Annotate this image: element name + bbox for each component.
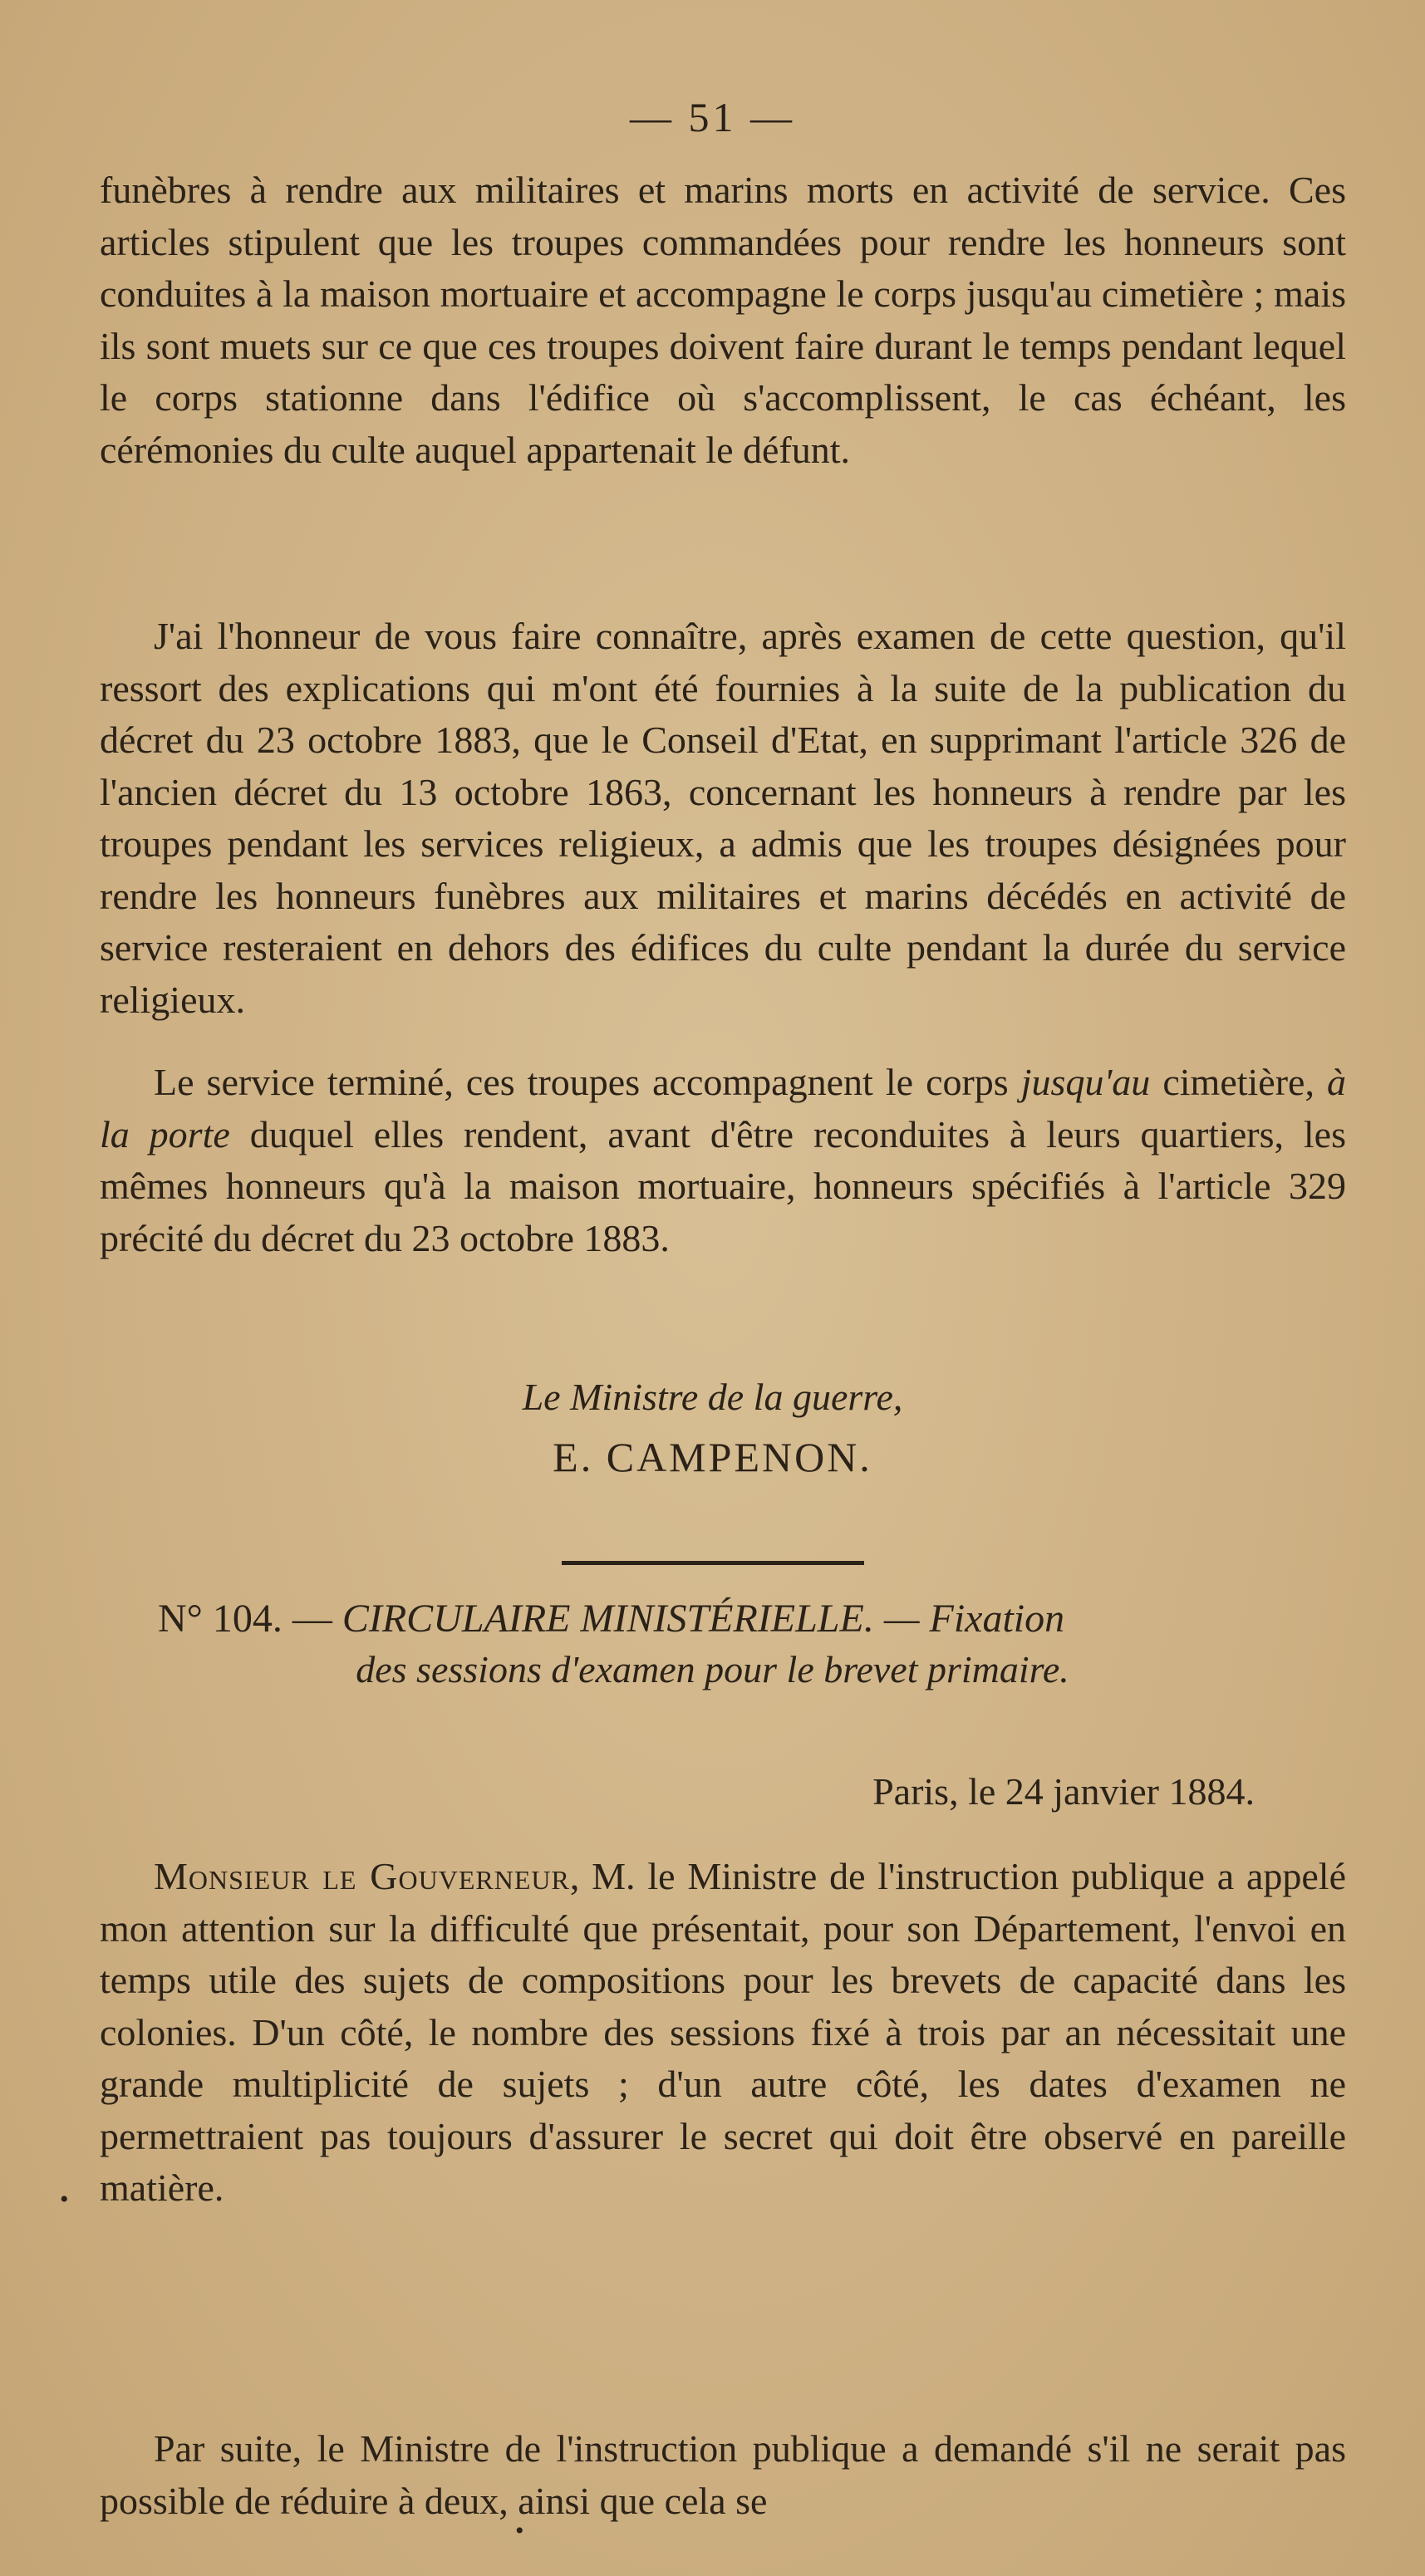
paragraph-3-after: duquel elles rendent, avant d'être reconduites à leurs quartiers, les mêmes honneurs qu'à la maison mortuaire, honneurs spécifiés à l'article 329 précité du décret du 23 octobre 1883. — [100, 1112, 1346, 1259]
paragraph-3-emphasis-1: jusqu'au — [1020, 1061, 1151, 1103]
paragraph-3-middle: cimetière, — [1150, 1061, 1327, 1103]
paragraph-4 — [100, 1851, 1346, 2215]
salutation: Monsieur le Gouverneur — [154, 1855, 570, 1897]
paragraph-4-text: , M. le Ministre de l'instruction publique a appelé mon attention sur la difficulté que présentait, pour son Département, l'envoi en temps utile des sujets de compositions pour les brevets de capacité dans les colonies. D'un côté, le nombre des sessions fixé à trois par an nécessitait une grande multiplicité de sujets ; d'un autre côté, les dates d'examen ne permettraient pas toujours d'assurer le secret qui doit être observé en pareille matière. — [100, 1855, 1346, 2209]
paragraph-3-emphasis-2: à la porte — [100, 1061, 1346, 1156]
circular-number: N° 104. — — [158, 1597, 342, 1641]
circular-heading — [158, 1593, 1346, 1645]
margin-speck: • — [60, 2186, 69, 2213]
page-number: — 51 — — [630, 94, 795, 140]
signature-name: E. CAMPENON. — [553, 1434, 872, 1480]
ink-speck: • — [515, 2517, 524, 2544]
circular-title: CIRCULAIRE MINISTÉRIELLE. — Fixation — [342, 1597, 1065, 1641]
circular-subtitle: des sessions d'examen pour le brevet primaire. — [356, 1648, 1069, 1690]
paragraph-3 — [100, 1057, 1346, 1264]
paragraph-2: J'ai l'honneur de vous faire connaître, après examen de cette question, qu'il ressort des explications qui m'ont été fournies à la suite de la publication du décret du 23 octobre 1883, que le Conseil d'Etat, en supprimant l'article 326 de l'ancien décret du 13 octobre 1863, concernant les honneurs à rendre par les troupes pendant les services religieux, a admis que les troupes désignées pour rendre les honneurs funèbres aux militaires et marins décédés en activité de service resteraient en dehors des édifices du culte pendant la durée du service religieux. — [100, 615, 1346, 1021]
section-divider — [562, 1561, 864, 1565]
paragraph-3-before: Le service terminé, ces troupes accompagnent le corps — [154, 1061, 1021, 1103]
paragraph-5: Par suite, le Ministre de l'instruction publique a demandé s'il ne serait pas possible de réduire à deux, ainsi que cela se — [100, 2427, 1346, 2522]
dateline: Paris, le 24 janvier 1884. — [872, 1770, 1255, 1813]
signature-title: Le Ministre de la guerre, — [522, 1376, 903, 1418]
paragraph-1: funèbres à rendre aux militaires et marins morts en activité de service. Ces articles stipulent que les troupes commandées pour rendre les honneurs sont conduites à la maison mortuaire et accompagne le corps jusqu'au cimetière ; mais ils sont muets sur ce que ces troupes doivent faire durant le temps pendant lequel le corps stationne dans l'édifice où s'accomplissent, le cas échéant, les cérémonies du culte auquel appartenait le défunt. — [100, 169, 1346, 471]
